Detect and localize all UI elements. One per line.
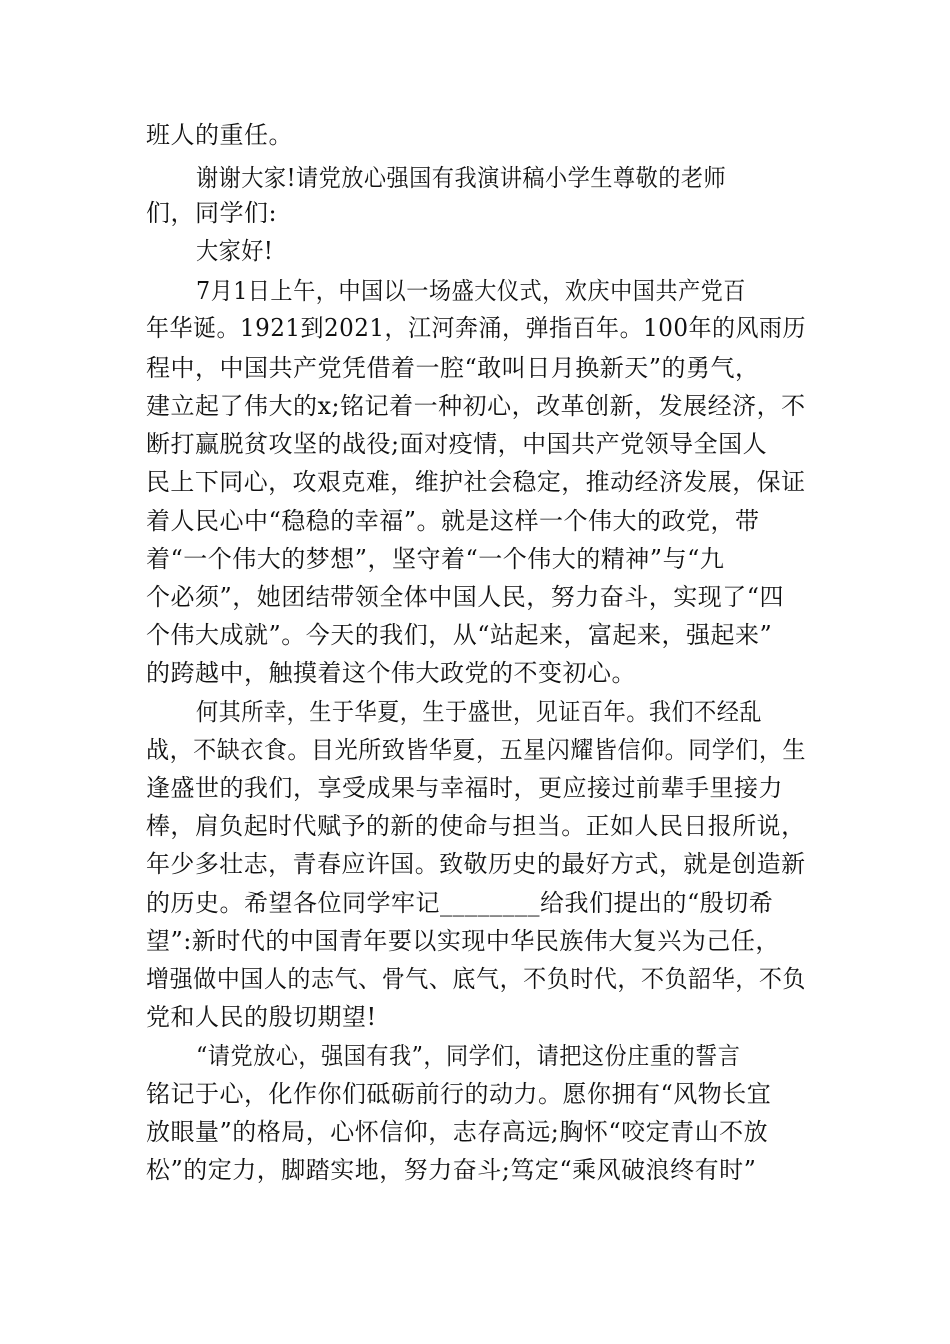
text-line: 们，同学们: [146,199,278,227]
text-line: “请党放心，强国有我”，同学们，请把这份庄重的誓言 [196,1042,741,1070]
text-line: 年少多壮志，青春应许国。致敬历史的最好方式，就是创造新 [146,850,806,878]
text-line: 的跨越中，触摸着这个伟大政党的不变初心。 [146,659,636,687]
text-line: 的历史。希望各位同学牢记________给我们提出的“殷切希 [146,889,774,917]
text-line: 棒，肩负起时代赋予的新的使命与担当。正如人民日报所说， [146,812,806,840]
text-line: 建立起了伟大的x;铭记着一种初心，改革创新，发展经济，不 [146,392,806,420]
text-line: 何其所幸，生于华夏，生于盛世，见证百年。我们不经乱 [196,698,763,726]
text-line: 松”的定力，脚踏实地，努力奋斗;笃定“乘风破浪终有时” [146,1156,757,1184]
text-line: 放眼量”的格局，心怀信仰，志存高远;胸怀“咬定青山不放 [146,1118,769,1146]
text-line: 着“一个伟大的梦想”，坚守着“一个伟大的精神”与“九 [146,545,725,573]
text-line: 着人民心中“稳稳的幸福”。就是这样一个伟大的政党，带 [146,507,760,535]
text-line: 增强做中国人的志气、骨气、底气，不负时代，不负韶华，不负 [146,965,807,993]
text-line: 战，不缺衣食。目光所致皆华夏，五星闪耀皆信仰。同学们，生 [146,736,807,764]
text-line: 年华诞。1921到2021，江河奔涌，弹指百年。100年的风雨历 [146,314,806,342]
text-line: 个伟大成就”。今天的我们，从“站起来，富起来，强起来” [146,621,773,649]
text-line: 谢谢大家!请党放心强国有我演讲稿小学生尊敬的老师 [196,164,727,192]
text-line: 班人的重任。 [146,121,293,149]
text-line: 民上下同心，攻艰克难，维护社会稳定，推动经济发展，保证 [146,468,806,496]
text-line: 7月1日上午，中国以一场盛大仪式，欢庆中国共产党百 [196,277,746,305]
text-line: 断打赢脱贫攻坚的战役;面对疫情，中国共产党领导全国人 [146,430,768,458]
text-line: 逢盛世的我们，享受成果与幸福时，更应接过前辈手里接力 [146,774,783,802]
text-line: 铭记于心，化作你们砥砺前行的动力。愿你拥有“风物长宜 [146,1080,772,1108]
text-line: 个必须”，她团结带领全体中国人民，努力奋斗，实现了“四 [146,583,785,611]
text-line: 党和人民的殷切期望! [146,1003,377,1031]
text-line: 大家好! [196,237,274,265]
text-line: 程中，中国共产党凭借着一腔“敢叫日月换新天”的勇气， [146,354,760,382]
text-line: 望”:新时代的中国青年要以实现中华民族伟大复兴为己任， [146,927,780,955]
